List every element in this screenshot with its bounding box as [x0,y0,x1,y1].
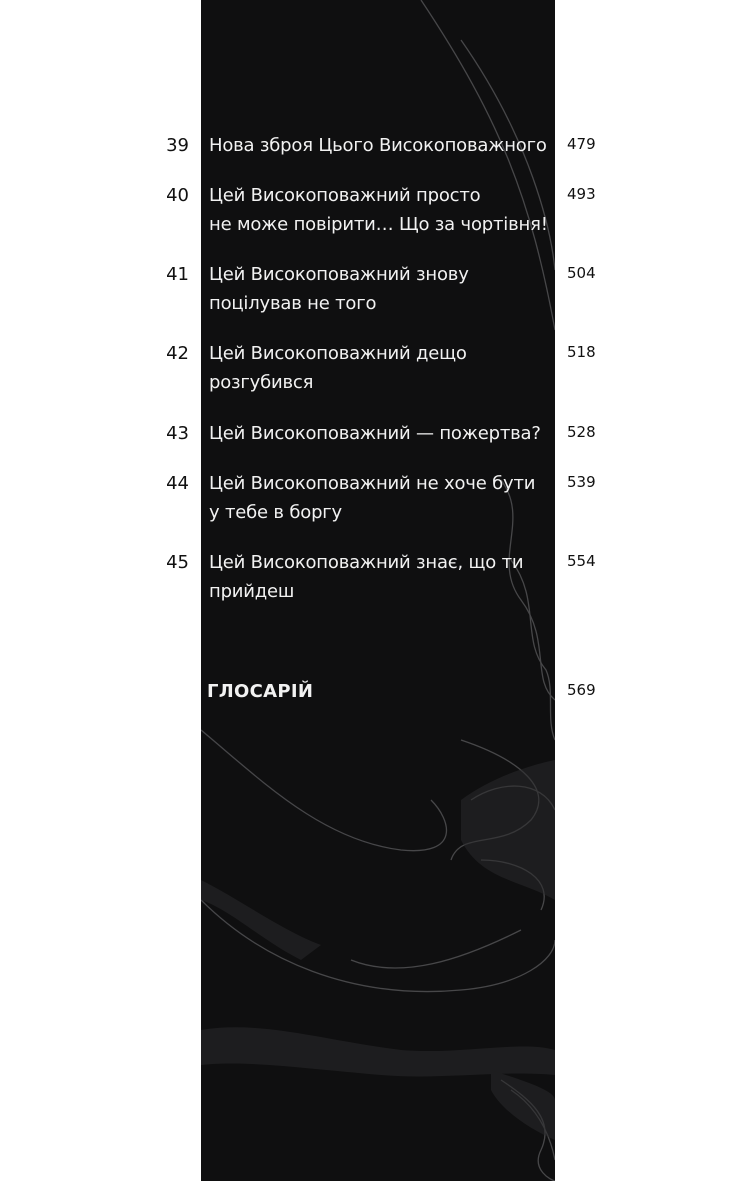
page-number: 539 [567,473,596,491]
chapter-number: 42 [166,343,189,364]
chapter-title [209,469,549,527]
chapter-number: 43 [166,423,189,444]
page-number: 528 [567,423,596,441]
chapter-title [209,131,549,160]
chapter-title-line: Цей Високоповажний знову [209,264,469,285]
chapter-title-line: Цей Високоповажний — пожертва? [209,423,541,444]
page-number: 479 [567,135,596,153]
page-number: 569 [567,681,596,699]
page-number: 493 [567,185,596,203]
chapter-title-line: у тебе в боргу [209,502,343,523]
chapter-title-line: Цей Високоповажний просто [209,185,481,206]
chapter-title-line: Цей Високоповажний дещо [209,343,467,364]
chapter-number: 44 [166,473,189,494]
chapter-number: 45 [166,552,189,573]
chapter-title-line: Цей Високоповажний не хоче бути [209,473,536,494]
chapter-number: 40 [166,185,189,206]
chapter-title-line: Нова зброя Цього Високоповажного [209,135,547,156]
chapter-title-line: Цей Високоповажний знає, що ти [209,552,524,573]
glossary-title: ГЛОСАРІЙ [207,681,314,702]
chapter-title-line: прийдеш [209,581,295,602]
chapter-title [209,181,549,239]
chapter-title-line: розгубився [209,372,314,393]
chapter-title [209,260,549,318]
chapter-title [209,419,549,448]
page-number: 554 [567,552,596,570]
chapter-number: 39 [166,135,189,156]
chapter-title [209,548,549,606]
page-number: 518 [567,343,596,361]
chapter-title [209,339,549,397]
page-number: 504 [567,264,596,282]
chapter-title-line: не може повірити… Що за чортівня! [209,214,548,235]
chapter-title-line: поцілував не того [209,293,377,314]
chapter-number: 41 [166,264,189,285]
